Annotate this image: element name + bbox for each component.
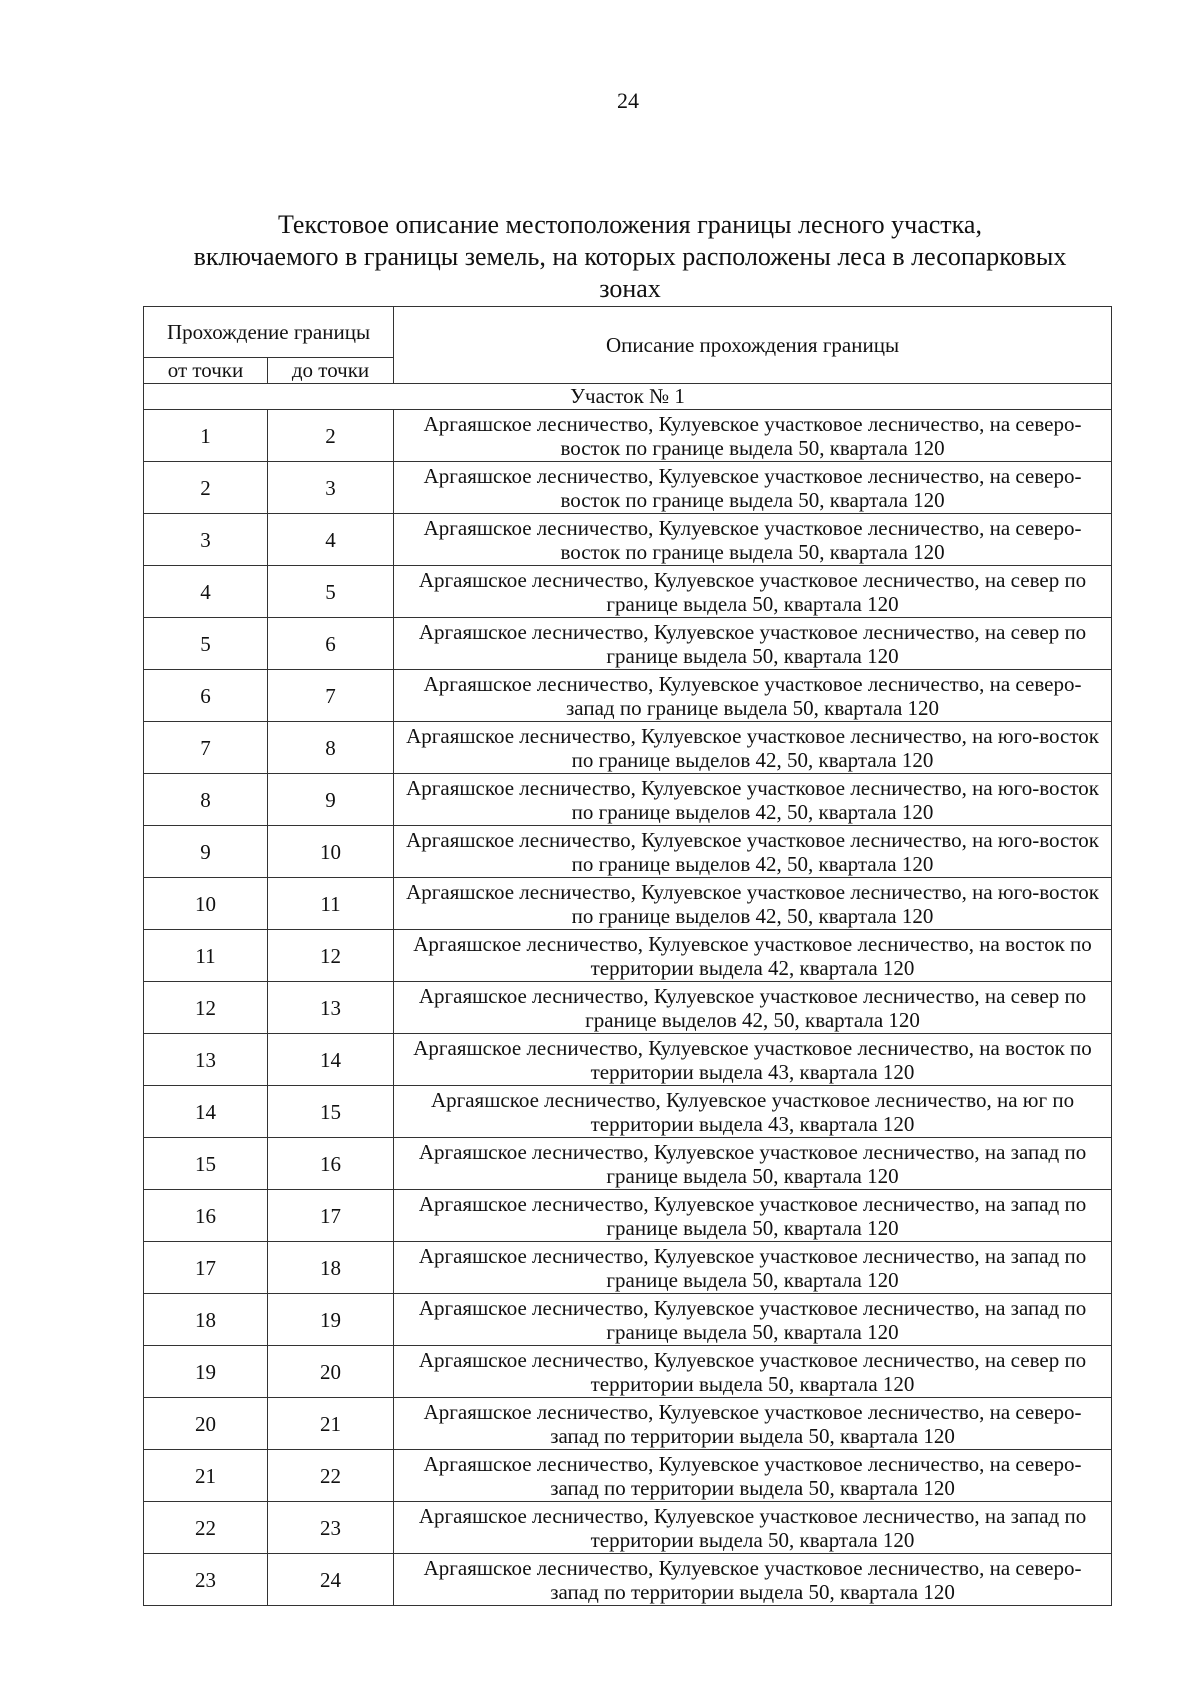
table-row [144, 1086, 1112, 1138]
from-point-cell: 23 [144, 1554, 268, 1606]
from-point-cell: 9 [144, 826, 268, 878]
from-point-cell: 18 [144, 1294, 268, 1346]
table-row [144, 1450, 1112, 1502]
table-row [144, 826, 1112, 878]
table-row [144, 722, 1112, 774]
from-point-cell: 13 [144, 1034, 268, 1086]
table-row [144, 566, 1112, 618]
description-cell: Аргаяшское лесничество, Кулуевское участковое лесничество, на северо-восток по границе выдела 50, квартала 120 [394, 462, 1112, 514]
to-point-cell: 10 [268, 826, 394, 878]
description-cell: Аргаяшское лесничество, Кулуевское участковое лесничество, на восток по территории выдела 43, квартала 120 [394, 1034, 1112, 1086]
to-point-cell: 3 [268, 462, 394, 514]
from-point-cell: 2 [144, 462, 268, 514]
description-cell: Аргаяшское лесничество, Кулуевское участковое лесничество, на северо-восток по границе выдела 50, квартала 120 [394, 514, 1112, 566]
table-row [144, 1398, 1112, 1450]
to-point-cell: 19 [268, 1294, 394, 1346]
description-cell: Аргаяшское лесничество, Кулуевское участковое лесничество, на юго-восток по границе выделов 42, 50, квартала 120 [394, 774, 1112, 826]
from-point-cell: 14 [144, 1086, 268, 1138]
table-row [144, 930, 1112, 982]
to-point-cell: 8 [268, 722, 394, 774]
to-point-cell: 11 [268, 878, 394, 930]
page-number: 24 [617, 88, 639, 113]
header-from-point: от точки [144, 358, 268, 384]
description-cell: Аргаяшское лесничество, Кулуевское участковое лесничество, на запад по границе выдела 50, квартала 120 [394, 1190, 1112, 1242]
table-row [144, 1346, 1112, 1398]
table-row [144, 774, 1112, 826]
description-cell: Аргаяшское лесничество, Кулуевское участковое лесничество, на запад по границе выдела 50, квартала 120 [394, 1242, 1112, 1294]
from-point-cell: 19 [144, 1346, 268, 1398]
from-point-cell: 21 [144, 1450, 268, 1502]
from-point-cell: 15 [144, 1138, 268, 1190]
table-row [144, 1554, 1112, 1606]
from-point-cell: 11 [144, 930, 268, 982]
to-point-cell: 20 [268, 1346, 394, 1398]
from-point-cell: 22 [144, 1502, 268, 1554]
to-point-cell: 16 [268, 1138, 394, 1190]
table-row [144, 410, 1112, 462]
to-point-cell: 4 [268, 514, 394, 566]
description-cell: Аргаяшское лесничество, Кулуевское участковое лесничество, на восток по территории выдела 42, квартала 120 [394, 930, 1112, 982]
from-point-cell: 3 [144, 514, 268, 566]
to-point-cell: 23 [268, 1502, 394, 1554]
to-point-cell: 5 [268, 566, 394, 618]
description-cell: Аргаяшское лесничество, Кулуевское участковое лесничество, на запад по границе выдела 50, квартала 120 [394, 1138, 1112, 1190]
from-point-cell: 12 [144, 982, 268, 1034]
table-row [144, 670, 1112, 722]
from-point-cell: 10 [144, 878, 268, 930]
table-row [144, 1138, 1112, 1190]
table-row [144, 1034, 1112, 1086]
boundary-table [143, 306, 1112, 1606]
from-point-cell: 6 [144, 670, 268, 722]
description-cell: Аргаяшское лесничество, Кулуевское участковое лесничество, на северо-запад по территории выдела 50, квартала 120 [394, 1554, 1112, 1606]
table-row [144, 878, 1112, 930]
from-point-cell: 16 [144, 1190, 268, 1242]
to-point-cell: 13 [268, 982, 394, 1034]
description-cell: Аргаяшское лесничество, Кулуевское участковое лесничество, на север по границе выделов 42, 50, квартала 120 [394, 982, 1112, 1034]
description-cell: Аргаяшское лесничество, Кулуевское участковое лесничество, на северо-восток по границе выдела 50, квартала 120 [394, 410, 1112, 462]
section-title: Участок № 1 [144, 384, 1112, 410]
description-cell: Аргаяшское лесничество, Кулуевское участковое лесничество, на юго-восток по границе выделов 42, 50, квартала 120 [394, 878, 1112, 930]
table-row [144, 1242, 1112, 1294]
to-point-cell: 22 [268, 1450, 394, 1502]
description-cell: Аргаяшское лесничество, Кулуевское участковое лесничество, на запад по территории выдела 50, квартала 120 [394, 1502, 1112, 1554]
from-point-cell: 1 [144, 410, 268, 462]
title-line: зонах [599, 274, 661, 303]
description-cell: Аргаяшское лесничество, Кулуевское участковое лесничество, на северо-запад по территории выдела 50, квартала 120 [394, 1398, 1112, 1450]
from-point-cell: 7 [144, 722, 268, 774]
table-row [144, 618, 1112, 670]
to-point-cell: 24 [268, 1554, 394, 1606]
header-to-point: до точки [268, 358, 394, 384]
table-row [144, 462, 1112, 514]
title-line: Текстовое описание местоположения границы лесного участка, [278, 210, 982, 239]
to-point-cell: 9 [268, 774, 394, 826]
to-point-cell: 18 [268, 1242, 394, 1294]
description-cell: Аргаяшское лесничество, Кулуевское участковое лесничество, на северо-запад по границе выдела 50, квартала 120 [394, 670, 1112, 722]
description-cell: Аргаяшское лесничество, Кулуевское участковое лесничество, на север по территории выдела 50, квартала 120 [394, 1346, 1112, 1398]
document-title [140, 209, 1120, 305]
to-point-cell: 15 [268, 1086, 394, 1138]
header-description: Описание прохождения границы [394, 307, 1112, 384]
description-cell: Аргаяшское лесничество, Кулуевское участковое лесничество, на северо-запад по территории выдела 50, квартала 120 [394, 1450, 1112, 1502]
table-row [144, 1502, 1112, 1554]
to-point-cell: 6 [268, 618, 394, 670]
description-cell: Аргаяшское лесничество, Кулуевское участковое лесничество, на запад по границе выдела 50, квартала 120 [394, 1294, 1112, 1346]
from-point-cell: 5 [144, 618, 268, 670]
table-row [144, 1294, 1112, 1346]
from-point-cell: 20 [144, 1398, 268, 1450]
table-row [144, 982, 1112, 1034]
header-boundary-passage: Прохождение границы [144, 307, 394, 358]
description-cell: Аргаяшское лесничество, Кулуевское участковое лесничество, на юго-восток по границе выделов 42, 50, квартала 120 [394, 722, 1112, 774]
to-point-cell: 7 [268, 670, 394, 722]
to-point-cell: 17 [268, 1190, 394, 1242]
from-point-cell: 17 [144, 1242, 268, 1294]
to-point-cell: 14 [268, 1034, 394, 1086]
description-cell: Аргаяшское лесничество, Кулуевское участковое лесничество, на юг по территории выдела 43, квартала 120 [394, 1086, 1112, 1138]
from-point-cell: 4 [144, 566, 268, 618]
description-cell: Аргаяшское лесничество, Кулуевское участковое лесничество, на север по границе выдела 50, квартала 120 [394, 566, 1112, 618]
table-row [144, 1190, 1112, 1242]
from-point-cell: 8 [144, 774, 268, 826]
table-row [144, 514, 1112, 566]
title-line: включаемого в границы земель, на которых расположены леса в лесопарковых [193, 242, 1067, 271]
description-cell: Аргаяшское лесничество, Кулуевское участковое лесничество, на юго-восток по границе выделов 42, 50, квартала 120 [394, 826, 1112, 878]
to-point-cell: 21 [268, 1398, 394, 1450]
to-point-cell: 2 [268, 410, 394, 462]
description-cell: Аргаяшское лесничество, Кулуевское участковое лесничество, на север по границе выдела 50, квартала 120 [394, 618, 1112, 670]
to-point-cell: 12 [268, 930, 394, 982]
